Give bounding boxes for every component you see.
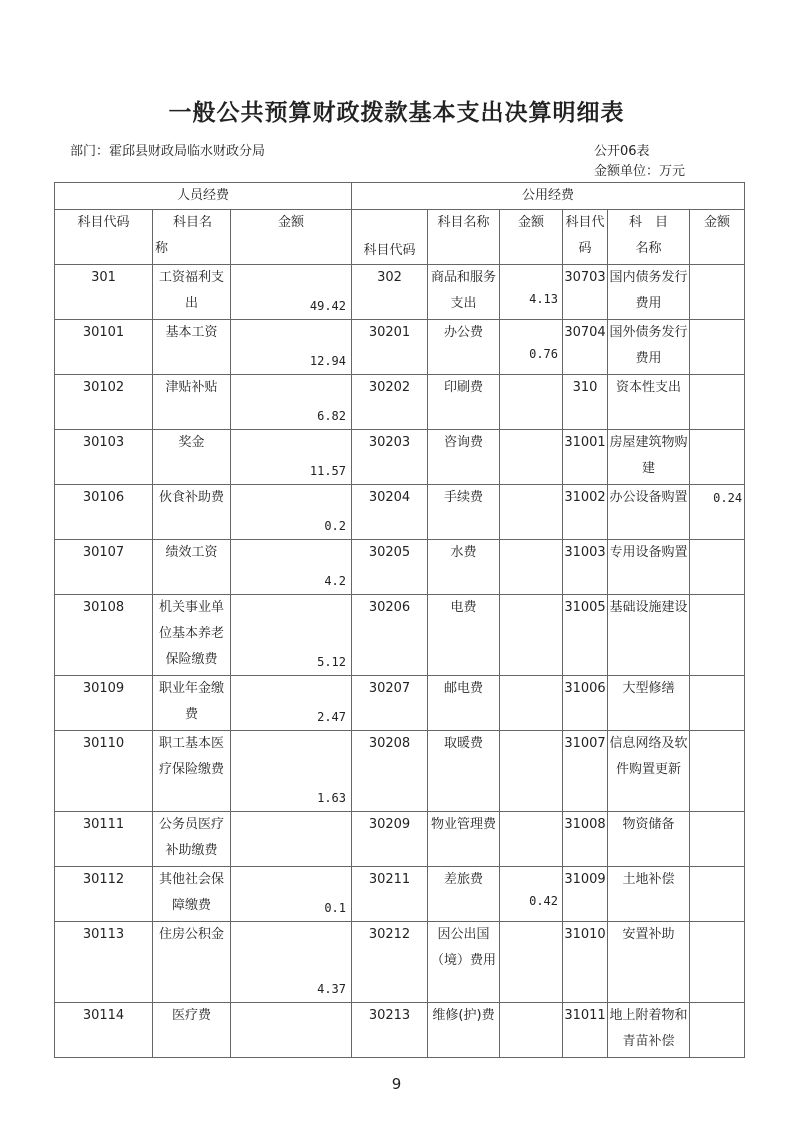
cell-name-3: 地上附着物和青苗补偿 [608,1003,690,1058]
cell-amount-2 [500,430,563,485]
cell-amount-2 [500,731,563,812]
cell-code-2: 30213 [352,1003,428,1058]
form-number: 公开06表 [594,144,650,159]
cell-name-1: 公务员医疗补助缴费 [153,812,231,867]
cell-amount-1: 2.47 [231,676,352,731]
header-name-3-line2: 名称 [635,241,662,256]
cell-code-3: 30704 [563,320,608,375]
cell-amount-2 [500,676,563,731]
cell-code-1: 30113 [55,922,153,1003]
cell-code-1: 30106 [55,485,153,540]
cell-name-3: 信息网络及软件购置更新 [608,731,690,812]
department-label: 部门：霍邱县财政局临水财政分局 [70,144,266,159]
cell-amount-3 [690,1003,745,1058]
table-row [55,265,745,320]
table-row [55,676,745,731]
cell-code-2: 30207 [352,676,428,731]
cell-name-3: 国外债务发行费用 [608,320,690,375]
amount-unit: 金额单位：万元 [594,164,686,179]
column-header-row [55,210,745,265]
cell-code-3: 31010 [563,922,608,1003]
cell-code-2: 30201 [352,320,428,375]
cell-name-1: 绩效工资 [153,540,231,595]
cell-amount-2: 0.42 [500,867,563,922]
cell-name-2: 邮电费 [428,676,500,731]
cell-name-2: 因公出国（境）费用 [428,922,500,1003]
cell-code-3: 31009 [563,867,608,922]
table-row [55,320,745,375]
header-code-3-line1: 科目代 [565,215,605,230]
cell-code-2: 30209 [352,812,428,867]
header-code-3 [563,210,608,265]
cell-amount-2 [500,540,563,595]
cell-code-3: 31007 [563,731,608,812]
cell-code-3: 310 [563,375,608,430]
cell-name-2: 水费 [428,540,500,595]
cell-name-2: 办公费 [428,320,500,375]
cell-amount-3 [690,540,745,595]
cell-amount-3 [690,595,745,676]
table-row [55,430,745,485]
cell-amount-2: 0.76 [500,320,563,375]
cell-name-1: 医疗费 [153,1003,231,1058]
cell-code-3: 31002 [563,485,608,540]
cell-name-2: 差旅费 [428,867,500,922]
cell-amount-2 [500,922,563,1003]
cell-amount-3 [690,265,745,320]
table-row [55,812,745,867]
cell-amount-3 [690,922,745,1003]
cell-code-1: 30102 [55,375,153,430]
cell-amount-3 [690,731,745,812]
cell-amount-3 [690,430,745,485]
cell-amount-1: 5.12 [231,595,352,676]
cell-name-3: 土地补偿 [608,867,690,922]
header-name-2: 科目名称 [428,210,500,265]
table-row [55,922,745,1003]
cell-amount-3: 0.24 [690,485,745,540]
cell-amount-3 [690,867,745,922]
cell-code-3: 31005 [563,595,608,676]
cell-amount-1: 11.57 [231,430,352,485]
table-row [55,485,745,540]
cell-code-1: 30101 [55,320,153,375]
cell-amount-3 [690,375,745,430]
cell-amount-1 [231,812,352,867]
cell-amount-2: 4.13 [500,265,563,320]
cell-amount-2 [500,1003,563,1058]
table-row [55,595,745,676]
cell-code-2: 30203 [352,430,428,485]
header-code-1: 科目代码 [55,210,153,265]
cell-name-1: 基本工资 [153,320,231,375]
cell-name-3: 安置补助 [608,922,690,1003]
cell-amount-1: 12.94 [231,320,352,375]
cell-code-3: 31011 [563,1003,608,1058]
cell-name-1: 伙食补助费 [153,485,231,540]
table-row [55,867,745,922]
table-row [55,540,745,595]
cell-name-3: 基础设施建设 [608,595,690,676]
header-name-3-line1: 科 目 [628,215,668,230]
cell-code-2: 30208 [352,731,428,812]
header-name-3 [608,210,690,265]
cell-name-1: 职业年金缴费 [153,676,231,731]
expenditure-table [54,182,745,1058]
cell-amount-2 [500,595,563,676]
cell-name-2: 电费 [428,595,500,676]
cell-code-1: 30114 [55,1003,153,1058]
header-amount-1: 金额 [231,210,352,265]
section-public: 公用经费 [352,183,745,210]
cell-amount-1: 6.82 [231,375,352,430]
cell-amount-1: 1.63 [231,731,352,812]
cell-name-1: 工资福利支出 [153,265,231,320]
cell-name-3: 房屋建筑物购建 [608,430,690,485]
cell-code-1: 30110 [55,731,153,812]
cell-name-2: 商品和服务支出 [428,265,500,320]
cell-amount-3 [690,676,745,731]
cell-amount-2 [500,375,563,430]
cell-amount-1: 49.42 [231,265,352,320]
cell-amount-1: 0.2 [231,485,352,540]
page-title: 一般公共预算财政拨款基本支出决算明细表 [168,100,625,126]
cell-code-2: 30206 [352,595,428,676]
header-name-1-line1: 科目名 [172,215,212,230]
cell-name-2: 维修(护)费 [428,1003,500,1058]
section-personnel: 人员经费 [55,183,352,210]
cell-code-1: 30103 [55,430,153,485]
cell-name-3: 大型修缮 [608,676,690,731]
cell-amount-1: 4.37 [231,922,352,1003]
cell-name-1: 职工基本医疗保险缴费 [153,731,231,812]
cell-name-3: 办公设备购置 [608,485,690,540]
cell-code-2: 30204 [352,485,428,540]
cell-code-1: 30111 [55,812,153,867]
cell-name-3: 专用设备购置 [608,540,690,595]
header-amount-2: 金额 [500,210,563,265]
cell-code-3: 30703 [563,265,608,320]
cell-name-3: 国内债务发行费用 [608,265,690,320]
cell-name-2: 手续费 [428,485,500,540]
cell-amount-3 [690,812,745,867]
cell-amount-2 [500,485,563,540]
cell-name-1: 津贴补贴 [153,375,231,430]
cell-code-1: 30109 [55,676,153,731]
cell-name-2: 咨询费 [428,430,500,485]
cell-code-3: 31008 [563,812,608,867]
cell-name-1: 机关事业单位基本养老保险缴费 [153,595,231,676]
header-name-1-line2: 称 [155,241,169,256]
header-code-2: 科目代码 [352,210,428,265]
cell-amount-2 [500,812,563,867]
cell-amount-1 [231,1003,352,1058]
table-row [55,375,745,430]
table-row [55,731,745,812]
cell-name-2: 印刷费 [428,375,500,430]
cell-code-2: 30212 [352,922,428,1003]
cell-code-3: 31006 [563,676,608,731]
section-header-row [55,183,745,210]
table-row [55,1003,745,1058]
cell-code-2: 302 [352,265,428,320]
header-amount-3: 金额 [690,210,745,265]
cell-name-2: 取暖费 [428,731,500,812]
cell-amount-1: 4.2 [231,540,352,595]
cell-amount-3 [690,320,745,375]
cell-name-2: 物业管理费 [428,812,500,867]
cell-name-3: 资本性支出 [608,375,690,430]
cell-code-1: 30108 [55,595,153,676]
cell-amount-1: 0.1 [231,867,352,922]
cell-code-1: 30112 [55,867,153,922]
header-code-3-line2: 码 [578,241,592,256]
cell-code-2: 30202 [352,375,428,430]
cell-name-1: 住房公积金 [153,922,231,1003]
header-name-1 [153,210,231,265]
page-number: 9 [391,1075,402,1093]
cell-code-2: 30205 [352,540,428,595]
cell-code-2: 30211 [352,867,428,922]
cell-name-1: 其他社会保障缴费 [153,867,231,922]
cell-code-1: 30107 [55,540,153,595]
cell-name-1: 奖金 [153,430,231,485]
cell-code-1: 301 [55,265,153,320]
cell-code-3: 31001 [563,430,608,485]
cell-name-3: 物资储备 [608,812,690,867]
cell-code-3: 31003 [563,540,608,595]
